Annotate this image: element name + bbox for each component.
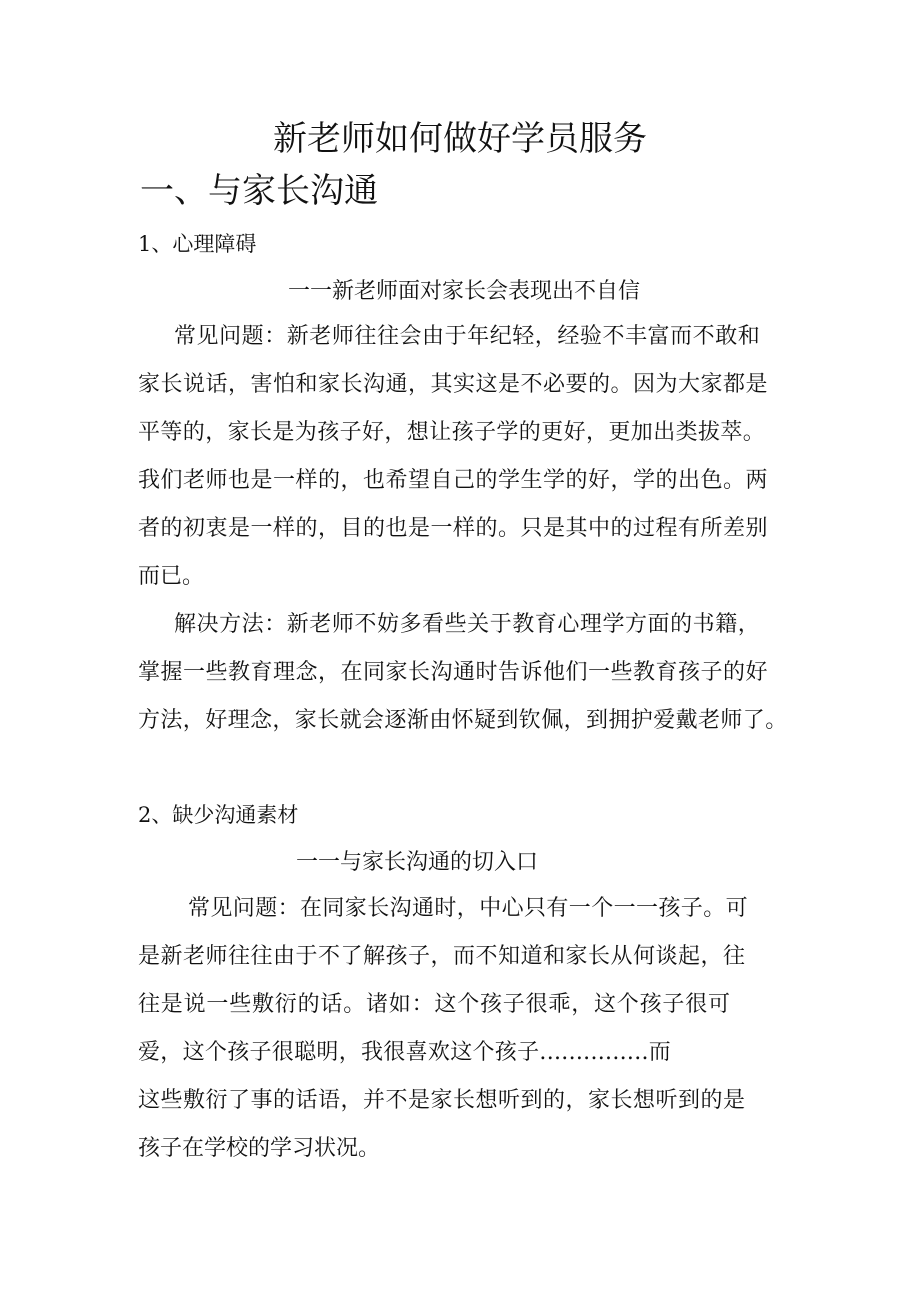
- paragraph-line: 平等的，家长是为孩子好，想让孩子学的更好，更加出类拔萃。: [138, 420, 766, 445]
- subsection-heading-1: 1、心理障碍: [138, 232, 257, 256]
- paragraph-line: 者的初衷是一样的，目的也是一样的。只是其中的过程有所差别: [138, 516, 769, 541]
- paragraph-line: 方法，好理念，家长就会逐渐由怀疑到钦佩，到拥护爱戴老师了。: [138, 708, 788, 733]
- paragraph-line: 常见问题：新老师往往会由于年纪轻，经验不丰富而不敢和: [174, 324, 761, 349]
- paragraph-line: 是新老师往往由于不了解孩子，而不知道和家长从何谈起，往: [138, 944, 746, 969]
- paragraph-line: 爱，这个孩子很聪明，我很喜欢这个孩子...............而: [138, 1040, 672, 1065]
- section-heading: 一、与家长沟通: [140, 171, 378, 211]
- paragraph-line: 解决方法：新老师不妨多看些关于教育心理学方面的书籍，: [174, 612, 761, 637]
- paragraph-line: 掌握一些教育理念，在同家长沟通时告诉他们一些教育孩子的好: [138, 660, 769, 685]
- subsection-subtitle-1: 一一新老师面对家长会表现出不自信: [288, 279, 641, 304]
- paragraph-line: 我们老师也是一样的，也希望自己的学生学的好，学的出色。两: [138, 468, 769, 493]
- paragraph-line: 家长说话，害怕和家长沟通，其实这是不必要的。因为大家都是: [138, 372, 769, 397]
- paragraph-line: 而已。: [138, 564, 205, 589]
- document-title: 新老师如何做好学员服务: [273, 119, 647, 159]
- paragraph-line: 往是说一些敷衍的话。诸如：这个孩子很乖，这个孩子很可: [138, 992, 731, 1017]
- paragraph-line: 孩子在学校的学习状况。: [138, 1136, 381, 1161]
- subsection-subtitle-2: 一一与家长沟通的切入口: [296, 850, 539, 875]
- paragraph-line: 常见问题：在同家长沟通时，中心只有一个一一孩子。可: [188, 896, 749, 921]
- subsection-heading-2: 2、缺少沟通素材: [138, 803, 299, 827]
- paragraph-line: 这些敷衍了事的话语，并不是家长想听到的，家长想听到的是: [138, 1088, 746, 1113]
